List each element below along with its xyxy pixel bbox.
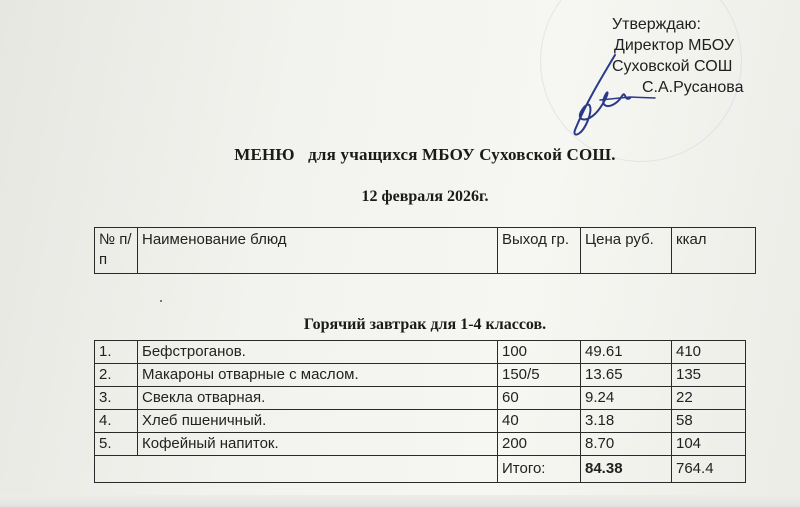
row-yield: 40 bbox=[498, 410, 581, 433]
page-title: МЕНЮ для учащихся МБОУ Суховской СОШ. bbox=[234, 145, 616, 164]
approval-line-approve: Утверждаю: bbox=[612, 16, 701, 33]
table-row bbox=[95, 387, 746, 410]
row-price: 9.24 bbox=[581, 387, 672, 410]
row-number: 1. bbox=[95, 341, 138, 364]
header-price: Цена руб. bbox=[581, 228, 672, 274]
row-dish-name: Бефстроганов. bbox=[138, 341, 498, 364]
row-number: 2. bbox=[95, 364, 138, 387]
row-price: 3.18 bbox=[581, 410, 672, 433]
total-empty-cell bbox=[95, 456, 498, 483]
menu-header-table bbox=[94, 227, 756, 274]
row-price: 13.65 bbox=[581, 364, 672, 387]
header-yield: Выход гр. bbox=[498, 228, 581, 274]
header-number: № п/п bbox=[95, 228, 138, 274]
dot-mark bbox=[160, 300, 162, 302]
row-kcal: 22 bbox=[672, 387, 746, 410]
row-yield: 60 bbox=[498, 387, 581, 410]
table-row bbox=[95, 433, 746, 456]
row-dish-name: Свекла отварная. bbox=[138, 387, 498, 410]
table-row bbox=[95, 410, 746, 433]
row-number: 3. bbox=[95, 387, 138, 410]
total-kcal: 764.4 bbox=[672, 456, 746, 483]
approval-line-director-name: С.А.Русанова bbox=[642, 79, 744, 96]
row-kcal: 104 bbox=[672, 433, 746, 456]
row-dish-name: Хлеб пшеничный. bbox=[138, 410, 498, 433]
row-price: 8.70 bbox=[581, 433, 672, 456]
total-label: Итого: bbox=[498, 456, 581, 483]
table-row bbox=[95, 341, 746, 364]
approval-line-school: Суховской СОШ bbox=[612, 58, 733, 75]
approval-line-position: Директор МБОУ bbox=[614, 37, 735, 54]
total-price: 84.38 bbox=[581, 456, 672, 483]
menu-table bbox=[94, 340, 746, 483]
page-edge bbox=[0, 495, 800, 507]
row-yield: 150/5 bbox=[498, 364, 581, 387]
row-number: 4. bbox=[95, 410, 138, 433]
row-number: 5. bbox=[95, 433, 138, 456]
signature-icon bbox=[560, 50, 660, 145]
row-dish-name: Кофейный напиток. bbox=[138, 433, 498, 456]
row-yield: 200 bbox=[498, 433, 581, 456]
row-kcal: 135 bbox=[672, 364, 746, 387]
row-kcal: 410 bbox=[672, 341, 746, 364]
row-dish-name: Макароны отварные с маслом. bbox=[138, 364, 498, 387]
header-kcal: ккал bbox=[672, 228, 756, 274]
table-row bbox=[95, 364, 746, 387]
row-price: 49.61 bbox=[581, 341, 672, 364]
row-kcal: 58 bbox=[672, 410, 746, 433]
header-dish-name: Наименование блюд bbox=[138, 228, 498, 274]
row-yield: 100 bbox=[498, 341, 581, 364]
menu-date: 12 февраля 2026г. bbox=[361, 188, 489, 205]
total-row bbox=[95, 456, 746, 483]
section-title: Горячий завтрак для 1-4 классов. bbox=[303, 316, 547, 333]
header-row bbox=[95, 228, 756, 274]
